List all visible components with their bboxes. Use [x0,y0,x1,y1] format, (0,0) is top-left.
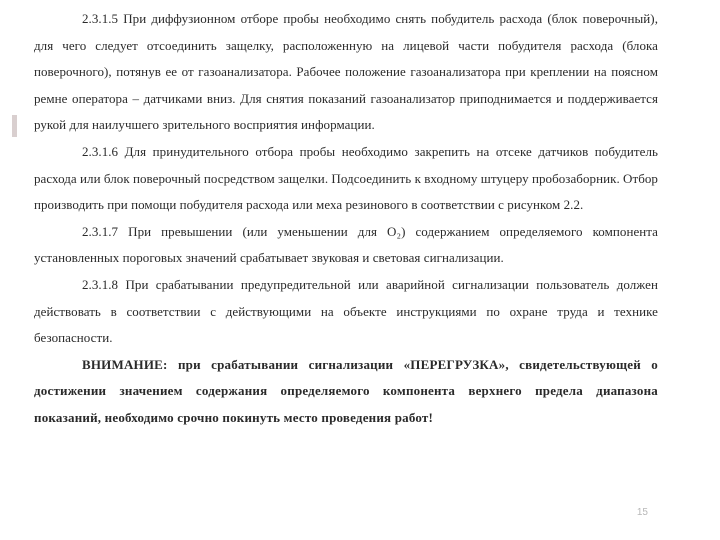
margin-mark [12,115,17,137]
paragraph-2-3-1-7: 2.3.1.7 При превышении (или уменьшении для O₂) содержанием определяемого компонента установленных пороговых значений срабатывает звуковая и световая сигнализации. [34,223,658,266]
paragraph-2-3-1-5: 2.3.1.5 При диффузионном отборе пробы необходимо снять побудитель расхода (блок поверочный), для чего следует отсоединить защелку, расположенную на лицевой части побудителя расхода (блока поверочного), потянув ее от газоанализатора. Рабочее положение газоанализатора при креплении на поясном ремне оператора – датчиками вниз. Для снятия показаний газоанализатор приподнимается и поддерживается рукой для наилучшего зрительного восприятия информации. [34,11,658,133]
paragraph-2-3-1-6: 2.3.1.6 Для принудительного отбора пробы необходимо закрепить на отсеке датчиков побудитель расхода или блок поверочный посредством защелки. Подсоединить к входному штуцеру пробозаборник. Отбор производить при помощи побудителя расхода или меха резинового в соответствии с рисунком 2.2. [34,143,658,213]
document-page [34,6,658,528]
page-number: 15 [636,507,648,518]
paragraph-2-3-1-8: 2.3.1.8 При срабатывании предупредительной или аварийной сигнализации пользователь должен действовать в соответствии с действующими на объекте инструкциями по охране труда и технике безопасности. [34,276,658,346]
warning-paragraph: ВНИМАНИЕ: при срабатывании сигнализации «ПЕРЕГРУЗКА», свидетельствующей о достижении значением содержания определяемого компонента верхнего предела диапазона показаний, необходимо срочно покинуть место проведения работ! [34,356,658,425]
